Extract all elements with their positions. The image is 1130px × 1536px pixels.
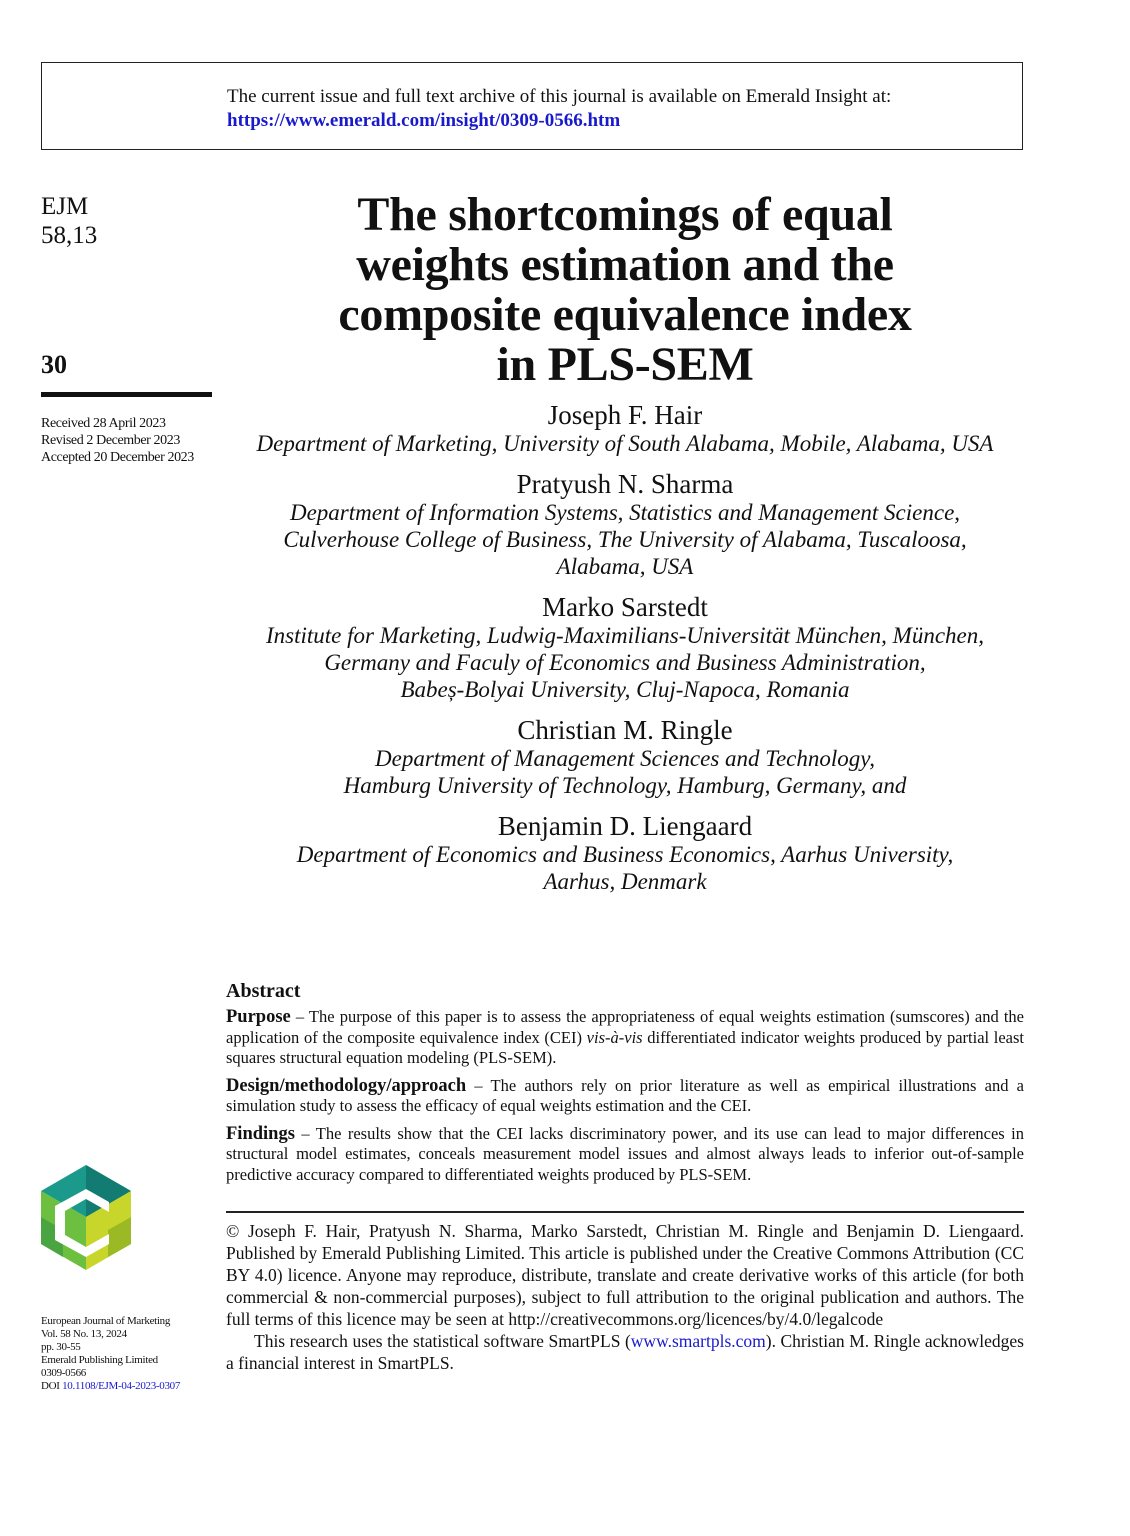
abstract-design (226, 1076, 1024, 1117)
author-name: Marko Sarstedt (542, 592, 708, 622)
availability-text: The current issue and full text archive of this journal is available on Emerald Insight at: (227, 86, 892, 107)
purpose-text: – The purpose of this paper is to assess the appropriateness of equal weights estimation (sumscores) and the application of the composite equivalence index (CEI) (226, 1007, 1024, 1047)
doi-link[interactable]: 10.1108/EJM-04-2023-0307 (62, 1380, 181, 1392)
smartpls-note (226, 1330, 1024, 1374)
abstract-findings (226, 1124, 1024, 1186)
volume-issue: Vol. 58 No. 13, 2024 (41, 1328, 127, 1340)
author-affiliation: Babeș-Bolyai University, Cluj-Napoca, Romania (400, 677, 850, 702)
license-section (226, 1220, 1024, 1374)
author-affiliation: Culverhouse College of Business, The University of Alabama, Tuscaloosa, (283, 527, 967, 552)
issn: 0309-0566 (41, 1367, 86, 1379)
design-label: Design/methodology/approach (226, 1075, 467, 1096)
emerald-logo-icon (41, 1165, 131, 1270)
title-line: in PLS-SEM (496, 338, 754, 391)
abstract-heading: Abstract (226, 980, 301, 1002)
author-list (230, 400, 1020, 895)
title-line: weights estimation and the (356, 238, 894, 291)
page-number: 30 (41, 350, 67, 379)
author-affiliation: Hamburg University of Technology, Hamburg, Germany, and (343, 773, 907, 798)
title-line: The shortcomings of equal (357, 188, 893, 241)
journal-availability-box (41, 62, 1023, 150)
journal-name: European Journal of Marketing (41, 1315, 171, 1327)
margin-divider (41, 392, 212, 397)
author-block (230, 469, 1020, 580)
page-range: pp. 30-55 (41, 1341, 81, 1353)
doi-line (41, 1380, 180, 1393)
abstract-section (226, 978, 1024, 1192)
purpose-text-end: differentiated indicator weights produced by partial least squares structural equation modeling (PLS-SEM). (226, 1027, 1025, 1067)
author-block (230, 715, 1020, 799)
author-affiliation: Department of Information Systems, Statistics and Management Science, (289, 500, 961, 525)
journal-abbreviation: EJM (41, 193, 89, 220)
article-title (235, 190, 1015, 390)
publisher-name: Emerald Publishing Limited (41, 1354, 158, 1366)
author-affiliation: Department of Marketing, University of South Alabama, Mobile, Alabama, USA (256, 431, 994, 456)
author-affiliation: Department of Management Sciences and Technology, (375, 746, 875, 771)
author-affiliation: Institute for Marketing, Ludwig-Maximilians-Universität München, München, (266, 623, 984, 648)
author-affiliation: Department of Economics and Business Economics, Aarhus University, (296, 842, 954, 867)
accepted-date: Accepted 20 December 2023 (41, 450, 194, 465)
author-name: Benjamin D. Liengaard (497, 811, 753, 841)
smartpls-post: ). Christian M. Ringle acknowledges a financial interest in SmartPLS. (226, 1331, 1024, 1373)
smartpls-pre: This research uses the statistical software SmartPLS ( (254, 1331, 631, 1351)
author-affiliation: Aarhus, Denmark (543, 869, 707, 894)
smartpls-link[interactable]: www.smartpls.com (630, 1331, 766, 1351)
revised-date: Revised 2 December 2023 (41, 433, 180, 448)
author-affiliation: Alabama, USA (556, 554, 694, 579)
author-name: Pratyush N. Sharma (516, 469, 734, 499)
author-affiliation: Germany and Faculy of Economics and Business Administration, (324, 650, 926, 675)
doi-label: DOI (41, 1380, 60, 1392)
received-date: Received 28 April 2023 (41, 416, 166, 431)
purpose-italic: vis-à-vis (586, 1027, 643, 1047)
author-block (230, 400, 1020, 457)
title-line: composite equivalence index (338, 288, 912, 341)
author-name: Joseph F. Hair (547, 400, 703, 430)
design-text: – The authors rely on prior literature as well as empirical illustrations and a simulation study to assess the efficacy of equal weights estimation and the CEI. (226, 1075, 1024, 1115)
license-text: © Joseph F. Hair, Pratyush N. Sharma, Marko Sarstedt, Christian M. Ringle and Benjamin D. Liengaard. Published by Emerald Publishing Limited. This article is published under the Creative Commons Attribution (CC BY 4.0) licence. Anyone may reproduce, distribute, translate and create derivative works of this article (for both commercial & non-commercial purposes), subject to full attribution to the original publication and authors. The full terms of this licence may be seen at http://creativecommons.org/licences/by/4.0/legalcode (226, 1221, 1024, 1329)
journal-volume: 58,13 (41, 222, 98, 249)
author-name: Christian M. Ringle (517, 715, 733, 745)
purpose-label: Purpose (226, 1007, 291, 1027)
findings-text: – The results show that the CEI lacks discriminatory power, and its use can lead to major differences in structural model estimates, conceals measurement model issues and almost always leads to inferior out-of-sample predictive accuracy compared to differentiated weights produced by PLS-SEM. (226, 1123, 1024, 1184)
emerald-insight-link[interactable]: https://www.emerald.com/insight/0309-0566.htm (227, 110, 621, 131)
findings-label: Findings (226, 1123, 295, 1144)
author-block (230, 811, 1020, 895)
abstract-divider (226, 1211, 1024, 1213)
author-block (230, 592, 1020, 703)
abstract-purpose (226, 1007, 1024, 1069)
